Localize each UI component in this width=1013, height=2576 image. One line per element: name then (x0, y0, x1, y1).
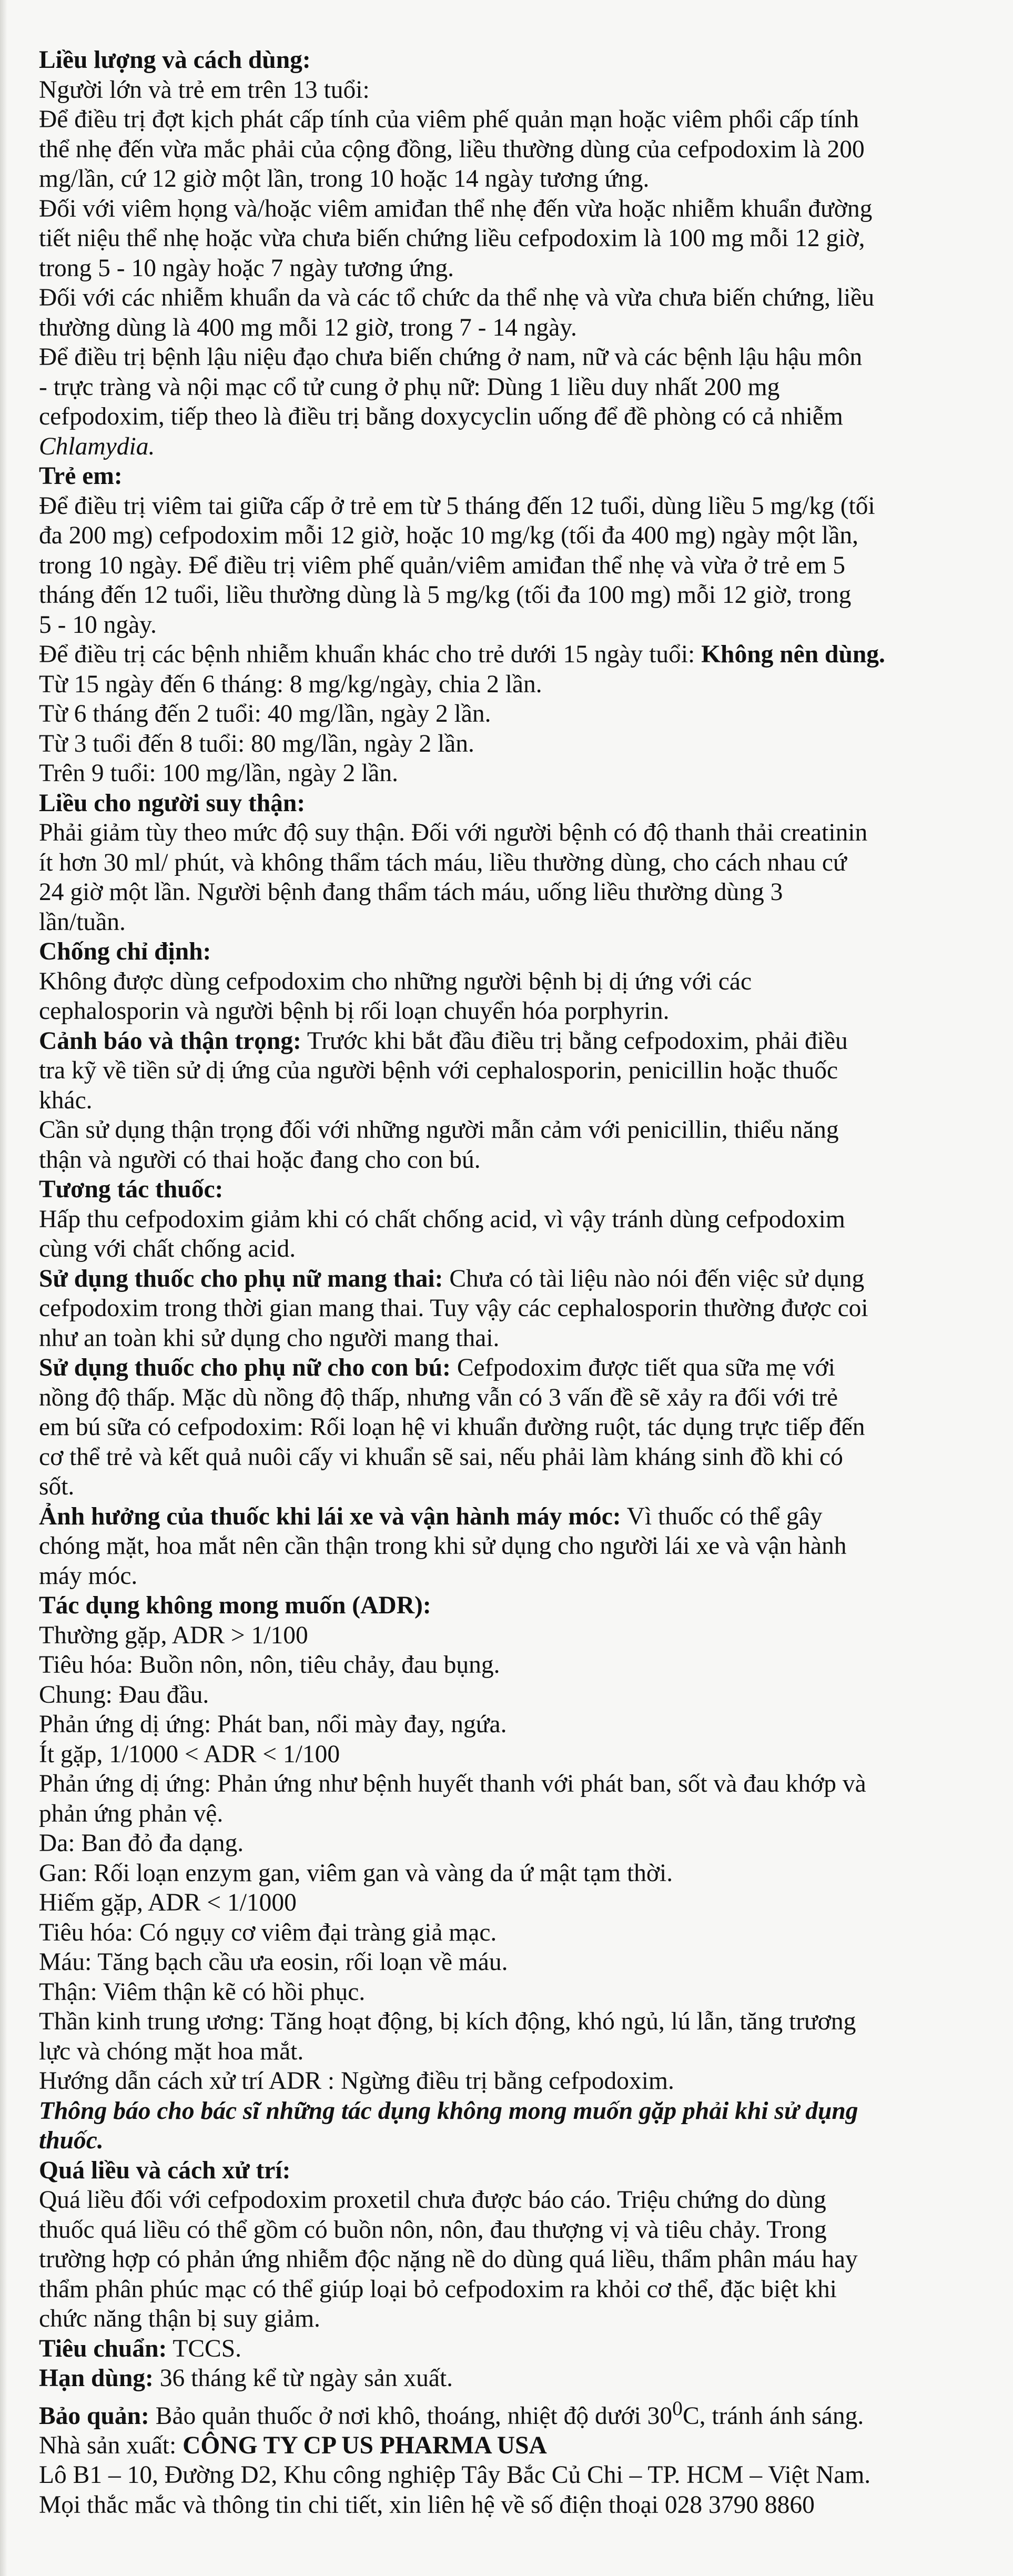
storage-label: Bảo quản: (39, 2402, 149, 2430)
text-line-mixed (39, 1353, 976, 1383)
text-line: Từ 15 ngày đến 6 tháng: 8 mg/kg/ngày, chia 2 lần. (39, 670, 542, 698)
section-heading-children: Trẻ em: (39, 462, 123, 490)
section-heading-adr: Tác dụng không mong muốn (ADR): (39, 1592, 431, 1619)
text-line: Máu: Tăng bạch cầu ưa eosin, rối loạn về máu. (39, 1948, 508, 1976)
text-line: máy móc. (39, 1562, 138, 1590)
text-line: thường dùng là 400 mg mỗi 12 giờ, trong 7 - 14 ngày. (39, 314, 577, 341)
text-line: trong 5 - 10 ngày hoặc 7 ngày tương ứng. (39, 254, 454, 282)
text-line: như an toàn khi sử dụng cho người mang thai. (39, 1324, 500, 1352)
section-heading-dosage: Liều lượng và cách dùng: (39, 46, 311, 74)
text-line: - trực tràng và nội mạc cổ tử cung ở phụ nữ: Dùng 1 liều duy nhất 200 mg (39, 373, 780, 401)
text-line: Từ 6 tháng đến 2 tuổi: 40 mg/lần, ngày 2 lần. (39, 700, 491, 728)
text-line: Thường gặp, ADR > 1/100 (39, 1621, 308, 1649)
text-line: Phải giảm tùy theo mức độ suy thận. Đối với người bệnh có độ thanh thải creatinin (39, 819, 868, 846)
storage-value: Bảo quản thuốc ở nơi khô, thoáng, nhiệt độ dưới 30 (149, 2402, 673, 2430)
text-line-mixed (39, 640, 976, 670)
contact-line: Mọi thắc mắc và thông tin chi tiết, xin liên hệ về số điện thoại 028 3790 8860 (39, 2491, 815, 2519)
text-line: Đối với các nhiễm khuẩn da và các tổ chức da thể nhẹ và vừa chưa biến chứng, liều (39, 284, 875, 311)
text-line: Trên 9 tuổi: 100 mg/lần, ngày 2 lần. (39, 760, 398, 787)
text-line: Ít gặp, 1/1000 < ADR < 1/100 (39, 1740, 340, 1768)
text-line: thận và người có thai hoặc đang cho con bú. (39, 1146, 481, 1174)
standard-line (39, 2334, 976, 2364)
text-line: đa 200 mg) cefpodoxim mỗi 12 giờ, hoặc 10 mg/kg (tối đa 400 mg) ngày một lần, (39, 522, 859, 549)
storage-value-end: C, tránh ánh sáng. (682, 2402, 864, 2430)
manufacturer-line (39, 2431, 976, 2461)
adr-notice-line: thuốc. (39, 2127, 104, 2154)
text-run: Để điều trị các bệnh nhiễm khuẩn khác cho trẻ dưới 15 ngày tuổi: (39, 641, 702, 668)
text-line: Để điều trị viêm tai giữa cấp ở trẻ em từ 5 tháng đến 12 tuổi, dùng liều 5 mg/kg (tối (39, 492, 875, 520)
text-line: Tiêu hóa: Buồn nôn, nôn, tiêu chảy, đau bụng. (39, 1651, 500, 1679)
text-line: Phản ứng dị ứng: Phản ứng như bệnh huyết thanh với phát ban, sốt và đau khớp và (39, 1770, 866, 1797)
section-heading-warnings: Cảnh báo và thận trọng: (39, 1027, 301, 1055)
section-heading-pregnancy: Sử dụng thuốc cho phụ nữ mang thai: (39, 1265, 443, 1292)
text-line: lực và chóng mặt hoa mắt. (39, 2037, 304, 2065)
text-line: Cần sử dụng thận trọng đối với những người mẫn cảm với penicillin, thiểu năng (39, 1116, 839, 1144)
text-line: Người lớn và trẻ em trên 13 tuổi: (39, 76, 370, 104)
section-heading-overdose: Quá liều và cách xử trí: (39, 2156, 291, 2184)
section-heading-lactation: Sử dụng thuốc cho phụ nữ cho con bú: (39, 1354, 451, 1381)
text-line: trong 10 ngày. Để điều trị viêm phế quản/viêm amiđan thể nhẹ và vừa ở trẻ em 5 (39, 551, 846, 579)
text-line: Da: Ban đỏ đa dạng. (39, 1830, 244, 1857)
text-line: Tiêu hóa: Có ngụy cơ viêm đại tràng giả mạc. (39, 1918, 497, 1946)
address-line: Lô B1 – 10, Đường D2, Khu công nghiệp Tây Bắc Củ Chi – TP. HCM – Việt Nam. (39, 2461, 871, 2489)
text-line: Thần kinh trung ương: Tăng hoạt động, bị kích động, khó ngủ, lú lẫn, tăng trương (39, 2008, 856, 2035)
text-run: Chưa có tài liệu nào nói đến việc sử dụng (443, 1265, 865, 1292)
text-line: Quá liều đối với cefpodoxim proxetil chưa được báo cáo. Triệu chứng do dùng (39, 2186, 826, 2214)
section-heading-contraindications: Chống chỉ định: (39, 938, 211, 965)
text-line: Hấp thu cefpodoxim giảm khi có chất chống acid, vì vậy tránh dùng cefpodoxim (39, 1205, 845, 1233)
text-line: Thận: Viêm thận kẽ có hồi phục. (39, 1978, 366, 2006)
text-run: Vì thuốc có thể gây (621, 1502, 823, 1530)
text-line: nồng độ thấp. Mặc dù nồng độ thấp, nhưng vẫn có 3 vấn đề sẽ xảy ra đối với trẻ (39, 1383, 838, 1411)
manufacturer-label: Nhà sản xuất: (39, 2431, 183, 2459)
text-line: Từ 3 tuổi đến 8 tuổi: 80 mg/lần, ngày 2 lần. (39, 730, 474, 757)
text-line: Không được dùng cefpodoxim cho những người bệnh bị dị ứng với các (39, 967, 752, 995)
expiry-line (39, 2363, 976, 2393)
text-line: em bú sữa có cefpodoxim: Rối loạn hệ vi khuẩn đường ruột, tác dụng trực tiếp đến (39, 1413, 865, 1441)
text-line: sốt. (39, 1473, 75, 1500)
text-line-mixed (39, 1026, 976, 1056)
text-line: cephalosporin và người bệnh bị rối loạn chuyển hóa porphyrin. (39, 997, 670, 1025)
text-line: 24 giờ một lần. Người bệnh đang thẩm tách máu, uống liều thường dùng 3 (39, 878, 783, 906)
text-line-mixed (39, 1264, 976, 1294)
text-line: tra kỹ về tiền sử dị ứng của người bệnh với cephalosporin, penicillin hoặc thuốc (39, 1057, 838, 1084)
text-line: chóng mặt, hoa mắt nên cần thận trong khi sử dụng cho người lái xe và vận hành (39, 1532, 847, 1560)
standard-label: Tiêu chuẩn: (39, 2335, 167, 2362)
text-line: tháng đến 12 tuổi, liều thường dùng là 5 mg/kg (tối đa 100 mg) mỗi 12 giờ, trong (39, 581, 852, 609)
expiry-value: 36 tháng kể từ ngày sản xuất. (153, 2365, 453, 2392)
section-heading-interactions: Tương tác thuốc: (39, 1176, 224, 1203)
manufacturer-name: CÔNG TY CP US PHARMA USA (183, 2431, 547, 2459)
not-recommended-text: Không nên dùng. (701, 641, 885, 668)
page-edge-shadow (0, 0, 7, 2576)
text-line: tiết niệu thể nhẹ hoặc vừa chưa biến chứng liều cefpodoxim là 100 mg mỗi 12 giờ, (39, 225, 865, 252)
text-run: Trước khi bắt đầu điều trị bằng cefpodoxim, phải điều (301, 1027, 848, 1055)
text-line: Đối với viêm họng và/hoặc viêm amiđan thể nhẹ đến vừa hoặc nhiễm khuẩn đường (39, 195, 873, 223)
standard-value: TCCS. (167, 2335, 242, 2362)
text-line: Hướng dẫn cách xử trí ADR : Ngừng điều trị bằng cefpodoxim. (39, 2067, 674, 2095)
section-heading-renal: Liều cho người suy thận: (39, 789, 306, 817)
degree-superscript: 0 (672, 2396, 683, 2420)
text-line: Để điều trị đợt kịch phát cấp tính của viêm phế quản mạn hoặc viêm phổi cấp tính (39, 106, 859, 133)
text-line-mixed (39, 1502, 976, 1532)
text-line: khác. (39, 1086, 93, 1114)
text-line: trường hợp có phản ứng nhiễm độc nặng nề do dùng quá liều, thẩm phân máu hay (39, 2246, 858, 2273)
text-line: Phản ứng dị ứng: Phát ban, nổi mày đay, ngứa. (39, 1711, 507, 1738)
text-line: cơ thể trẻ và kết quả nuôi cấy vi khuẩn sẽ sai, nếu phải làm kháng sinh đồ khi có (39, 1443, 843, 1471)
text-line: Chung: Đau đầu. (39, 1681, 209, 1709)
text-line: mg/lần, cứ 12 giờ một lần, trong 10 hoặc 14 ngày tương ứng. (39, 165, 650, 193)
chlamydia-line: Chlamydia. (39, 432, 155, 460)
text-line: thẩm phân phúc mạc có thể giúp loại bỏ cefpodoxim ra khỏi cơ thể, đặc biệt khi (39, 2275, 837, 2303)
text-line: 5 - 10 ngày. (39, 611, 157, 639)
text-line: ít hơn 30 ml/ phút, và không thẩm tách máu, liều thường dùng, cho cách nhau cứ (39, 848, 847, 876)
section-heading-driving: Ảnh hưởng của thuốc khi lái xe và vận hành máy móc: (39, 1502, 621, 1530)
leaflet-text (39, 45, 976, 2520)
text-line: Để điều trị bệnh lậu niệu đạo chưa biến chứng ở nam, nữ và các bệnh lậu hậu môn (39, 344, 863, 371)
text-line: lần/tuần. (39, 908, 126, 936)
text-line: cùng với chất chống acid. (39, 1235, 296, 1262)
text-line: cefpodoxim, tiếp theo là điều trị bằng doxycyclin uống để đề phòng có cả nhiễm (39, 403, 843, 430)
text-line: Hiếm gặp, ADR < 1/1000 (39, 1889, 297, 1916)
text-line: Gan: Rối loạn enzym gan, viêm gan và vàng da ứ mật tạm thời. (39, 1859, 673, 1887)
text-line: thuốc quá liều có thể gồm có buồn nôn, nôn, đau thượng vị và tiêu chảy. Trong (39, 2216, 827, 2244)
text-line: phản ứng phản vệ. (39, 1800, 224, 1827)
expiry-label: Hạn dùng: (39, 2365, 154, 2392)
text-line: chức năng thận bị suy giảm. (39, 2305, 320, 2332)
text-line: cefpodoxim trong thời gian mang thai. Tuy vậy các cephalosporin thường được coi (39, 1295, 868, 1322)
adr-notice-line: Thông báo cho bác sĩ những tác dụng không mong muốn gặp phải khi sử dụng (39, 2097, 858, 2125)
storage-line (39, 2393, 976, 2431)
text-run: Cefpodoxim được tiết qua sữa mẹ với (451, 1354, 835, 1381)
text-line: thể nhẹ đến vừa mắc phải của cộng đồng, liều thường dùng của cefpodoxim là 200 (39, 135, 865, 163)
